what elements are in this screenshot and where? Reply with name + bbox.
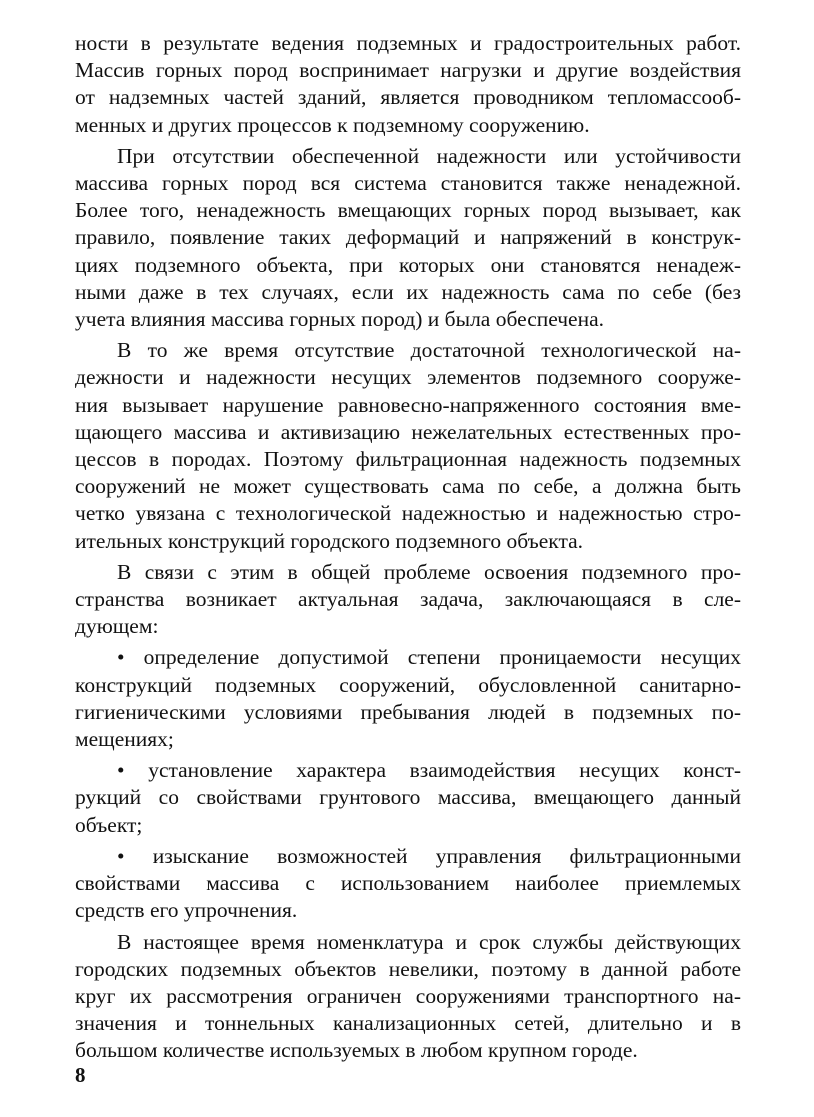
text-line: дежности и надежности несущих элементов подземного сооруже- [75,365,741,390]
text-line: • определение допустимой степени проницаемости несущих [117,645,741,670]
text-line: В то же время отсутствие достаточной технологической на- [117,338,741,363]
text-line: ности в результате ведения подземных и градостроительных работ. [75,31,741,55]
text-line: учета влияния массива горных пород) и была обеспечена. [75,307,605,332]
bullet-item-3 [75,843,741,925]
text-line: конструкций подземных сооружений, обусловленной санитарно- [75,672,741,697]
text-line: объект; [75,812,143,837]
text-line: массива горных пород вся система становится также ненадежной. [75,171,741,196]
text-line: рукций со свойствами грунтового массива, вмещающего данный [75,785,741,810]
text-line: Более того, ненадежность вмещающих горных пород вызывает, как [75,198,741,223]
text-line: странства возникает актуальная задача, заключающаяся в сле- [75,587,741,612]
text-line: ительных конструкций городского подземного объекта. [75,528,584,553]
text-line: цессов в породах. Поэтому фильтрационная надежность подземных [75,447,741,472]
text-line: мещениях; [75,727,174,752]
page-number: 8 [75,1063,86,1087]
text-line: • изыскание возможностей управления фильтрационными [117,843,741,868]
text-line: В настоящее время номенклатура и срок службы действующих [117,929,741,954]
text-line: гигиеническими условиями пребывания людей в подземных по- [75,699,741,724]
text-line: от надземных частей зданий, является проводником тепломассооб- [75,85,741,110]
text-line: значения и тоннельных канализационных сетей, длительно и в [75,1011,741,1036]
text-line: сооружений не может существовать сама по себе, а должна быть [75,474,741,499]
text-line: свойствами массива с использованием наиболее приемлемых [75,871,741,896]
paragraph-3 [75,337,741,555]
text-line: В связи с этим в общей проблеме освоения подземного про- [117,559,741,584]
text-line: четко увязана с технологической надежностью и надежностью стро- [75,501,741,526]
paragraph-1 [75,30,741,139]
text-line: • установление характера взаимодействия несущих конст- [117,758,741,783]
text-line: ными даже в тех случаях, если их надежность сама по себе (без [75,279,741,304]
paragraph-4 [75,559,741,641]
bullet-item-2 [75,757,741,839]
text-line: дующем: [75,614,159,639]
text-line: Массив горных пород воспринимает нагрузки и другие воздействия [75,58,741,83]
paragraph-5 [75,929,741,1065]
text-line: циях подземного объекта, при которых они становятся ненадеж- [75,252,741,277]
text-line: При отсутствии обеспеченной надежности или устойчивости [117,143,741,168]
paragraph-2 [75,143,741,333]
text-line: ния вызывает нарушение равновесно-напряженного состояния вме- [75,392,741,417]
text-line: круг их рассмотрения ограничен сооружениями транспортного на- [75,983,741,1008]
text-line: щающего массива и активизацию нежелательных естественных про- [75,419,741,444]
page-body [75,30,741,1069]
text-line: менных и других процессов к подземному сооружению. [75,112,590,137]
text-line: средств его упрочнения. [75,898,298,923]
text-line: большом количестве используемых в любом крупном городе. [75,1038,638,1063]
text-line: городских подземных объектов невелики, поэтому в данной работе [75,956,741,981]
text-line: правило, появление таких деформаций и напряжений в конструк- [75,225,741,250]
bullet-item-1 [75,644,741,753]
